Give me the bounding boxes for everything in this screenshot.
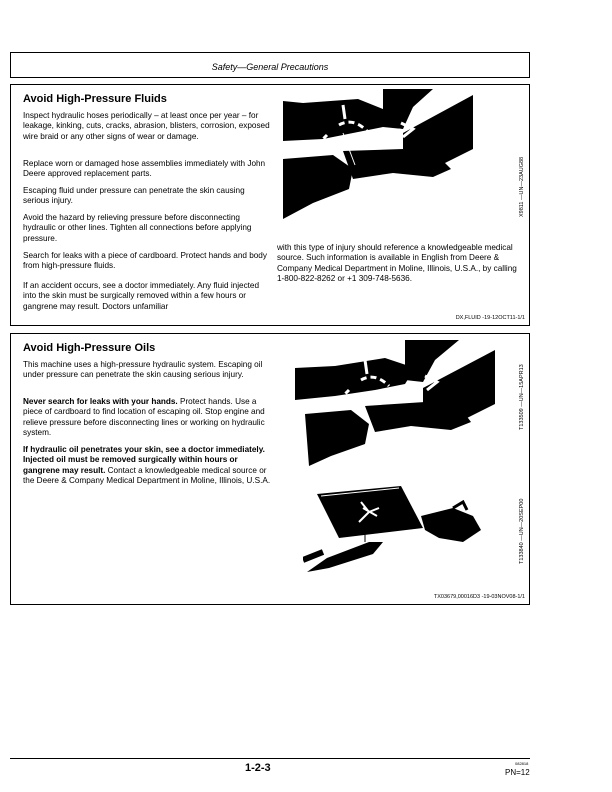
page-number: 1-2-3 (245, 762, 271, 774)
footer-rule (10, 758, 530, 759)
reference-code: TX03679,00016D3 -19-03NOV08-1/1 (433, 594, 525, 600)
paragraph: This machine uses a high-pressure hydraulic system. Escaping oil under pressure can penetrate the skin causing serious injury. (23, 360, 263, 380)
section-high-pressure-oils (10, 333, 530, 605)
section-title: Avoid High-Pressure Fluids (23, 93, 167, 105)
text: Contact a knowledgeable medical source or the Deere & Company Medical Department in Moline, Illinois, U.S.A. (23, 465, 271, 486)
section-high-pressure-fluids (10, 84, 530, 326)
reference-code: DX,FLUID -19-12OCT11-1/1 (455, 315, 525, 321)
pn-number: PN=12 (505, 768, 530, 777)
header (10, 52, 530, 78)
paragraph: Inspect hydraulic hoses periodically – at least once per year – for leakage, kinking, cuts, cracks, abrasion, blisters, corrosion, exposed wire braid or any other signs of wear or damage. (23, 111, 270, 141)
paragraph (23, 397, 271, 439)
text: Protect hands. Use a piece of cardboard to find location of escaping oil. Stop engine and relieve pressure before disconnecting lines or working on hydraulic system. (23, 397, 265, 438)
bold-text: Never search for leaks with your hands. (23, 397, 178, 406)
paragraph: If an accident occurs, see a doctor immediately. Any fluid injected into the skin must be surgically removed within a few hours or gangrene may result. Doctors unfamiliar (23, 281, 260, 311)
figure-code: X9811 —UN—23AUG88 (519, 156, 525, 217)
paragraph: Replace worn or damaged hose assemblies immediately with John Deere approved replacement parts. (23, 159, 266, 179)
hand-hose-leak-figure (283, 89, 473, 225)
date-code: 082818 (515, 761, 529, 766)
paragraph: Escaping fluid under pressure can penetrate the skin causing serious injury. (23, 186, 245, 206)
paragraph-continuation: with this type of injury should reference a knowledgeable medical source. Such information is available in English from Deere & Company Medical Department in Moline, Illinois, U.S.A., by calling 1-800-822-8262 or +1 309-748-5636. (277, 243, 517, 284)
header-title: Safety—General Precautions (211, 62, 329, 72)
bold-text: If hydraulic oil penetrates your skin, see a doctor immediately. Injected oil must be removed surgically within hours or gangrene may result. (23, 445, 265, 475)
figure-code: T133840 —UN—20SEP00 (519, 498, 525, 564)
section-title: Avoid High-Pressure Oils (23, 342, 156, 354)
cardboard-leak-check-figure (303, 482, 487, 574)
hand-hose-oil-figure (295, 340, 495, 470)
paragraph: Search for leaks with a piece of cardboard. Protect hands and body from high-pressure fluids. (23, 251, 267, 271)
paragraph (23, 445, 271, 487)
paragraph: Avoid the hazard by relieving pressure before disconnecting hydraulic or other lines. Tighten all connections before applying pressure. (23, 213, 252, 243)
figure-code: T133509 —UN—15APR13 (519, 364, 525, 430)
